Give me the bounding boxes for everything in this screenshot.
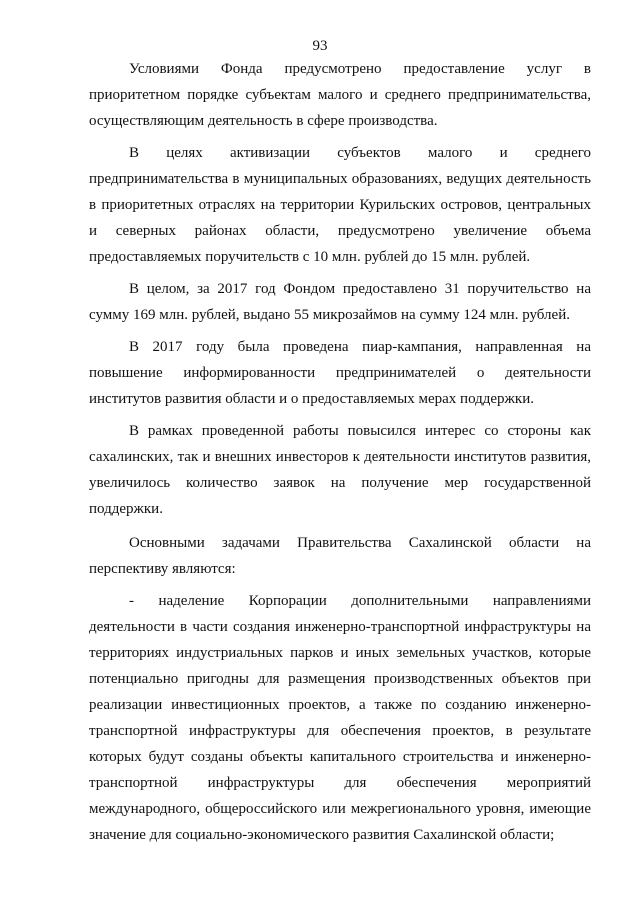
paragraph-main-tasks: Основными задачами Правительства Сахалинской области на перспективу являются: bbox=[89, 535, 591, 577]
paragraph-pr-campaign: В 2017 году была проведена пиар-кампания, направленная на повышение информированности предпринимателей о деятельности институтов развития области и о предоставляемых мерах поддержки. bbox=[89, 339, 591, 407]
paragraph-investor-interest: В рамках проведенной работы повысился интерес со стороны как сахалинских, так и внешних инвесторов к деятельности институтов развития, увеличилось количество заявок на получение мер государственной поддержки. bbox=[89, 423, 591, 517]
paragraph-fund-conditions: Условиями Фонда предусмотрено предоставление услуг в приоритетном порядке субъектам малого и среднего предпринимательства, осуществляющим деятельность в сфере производства. bbox=[89, 61, 591, 129]
page-number: 93 bbox=[312, 38, 328, 54]
paragraph-2017-results: В целом, за 2017 год Фондом предоставлено 31 поручительство на сумму 169 млн. рублей, выдано 55 микрозаймов на сумму 124 млн. рублей. bbox=[89, 281, 591, 323]
list-item-corporation-mandate: - наделение Корпорации дополнительными направлениями деятельности в части создания инженерно-транспортной инфраструктуры на территориях индустриальных парков и иных земельных участков, которые потенциально пригодны для размещения производственных объектов при реализации инвестиционных проектов, а также по созданию инженерно-транспортной инфраструктуры для обеспечения проектов, в результате которых будут созданы объекты капитального строительства и инженерно-транспортной инфраструктуры для обеспечения мероприятий международного, общероссийского или межрегионального уровня, имеющие значение для социально-экономического развития Сахалинской области; bbox=[89, 593, 591, 843]
paragraph-guarantee-increase: В целях активизации субъектов малого и среднего предпринимательства в муниципальных образованиях, ведущих деятельность в приоритетных отраслях на территории Курильских островов, центральных и северных районах области, предусмотрено увеличение объема предоставляемых поручительств с 10 млн. рублей до 15 млн. рублей. bbox=[89, 145, 591, 265]
document-body bbox=[89, 56, 591, 854]
